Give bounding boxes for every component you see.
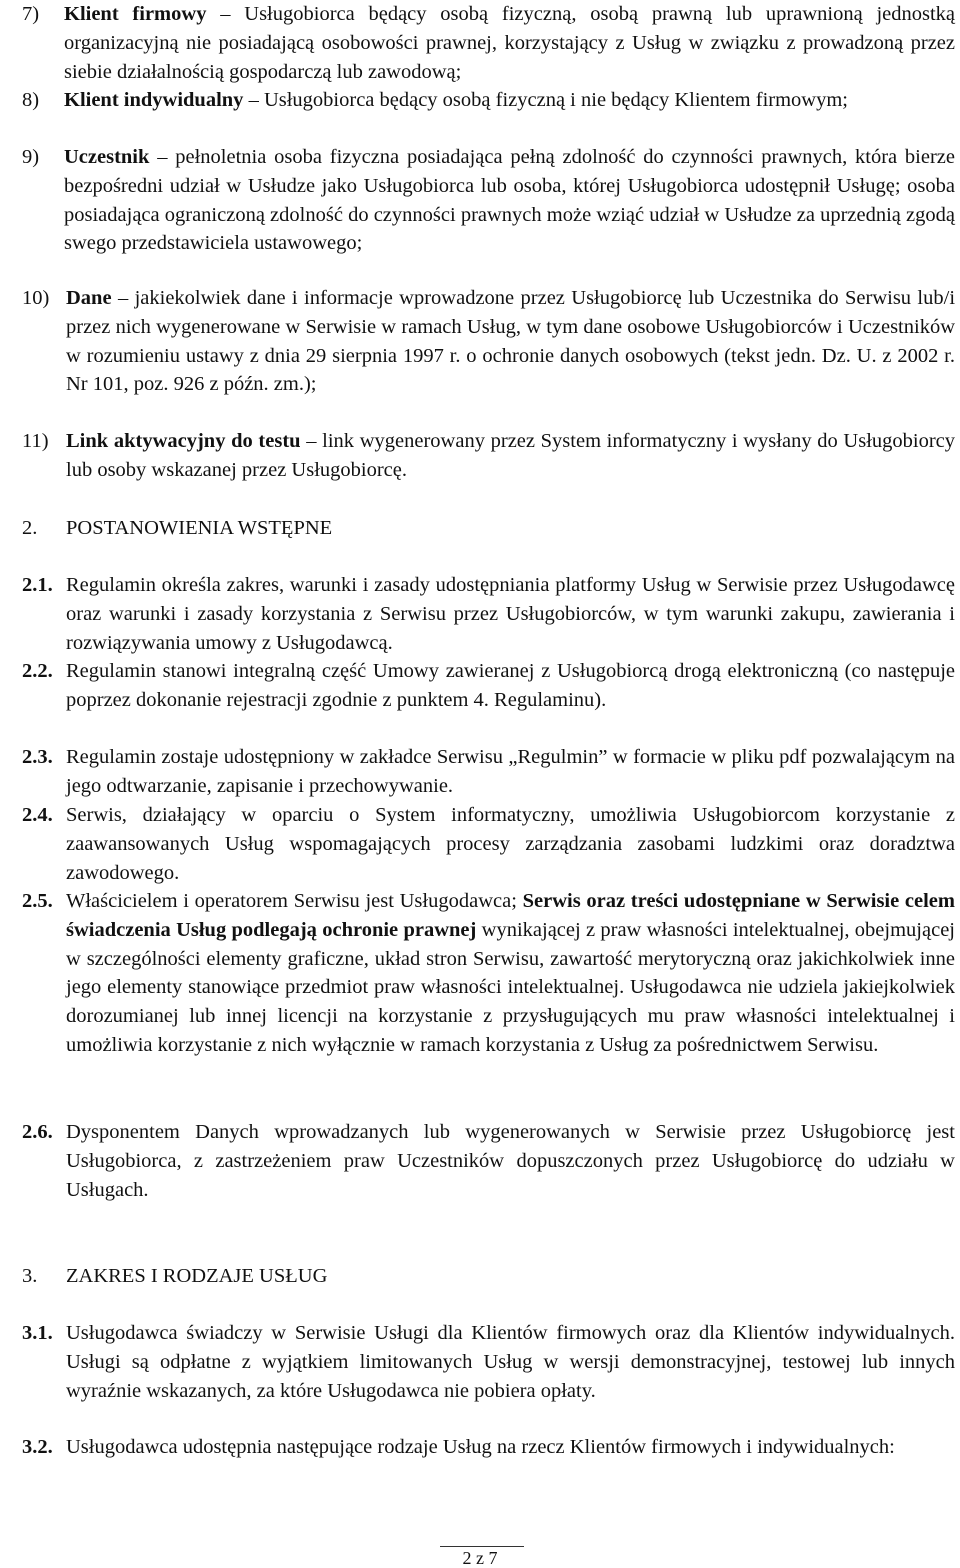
section-number: 2.	[22, 517, 38, 539]
item-text: Regulamin określa zakres, warunki i zasady udostępniania platformy Usług w Serwisie przez Usługodawcę oraz warunki i zasady korzystania z Serwisu przez Usługobiorców, w tym warunki zakupu, zawierania i rozwiązywania umowy z Usługodawcą.	[66, 574, 955, 654]
section-item	[22, 801, 955, 887]
item-text-bold: Serwis oraz treści udostępniane w Serwisie celem świadczenia Usług podlegają ochronie prawnej	[66, 890, 955, 941]
item-text: Regulamin stanowi integralną część Umowy zawieranej z Usługobiorcą drogą elektroniczną (co następuje poprzez dokonanie rejestracji zgodnie z punktem 4. Regulaminu).	[66, 660, 955, 711]
definition-term: Link aktywacyjny do testu	[66, 430, 301, 452]
section-title: POSTANOWIENIA WSTĘPNE	[66, 517, 333, 539]
definition-item	[22, 143, 955, 258]
definition-number: 8)	[22, 89, 40, 111]
definition-dash: –	[157, 146, 168, 168]
item-number: 2.2.	[22, 660, 53, 682]
definition-term: Klient indywidualny	[64, 89, 244, 111]
definition-item	[22, 86, 955, 115]
item-number: 3.1.	[22, 1322, 53, 1344]
item-text: Dysponentem Danych wprowadzanych lub wygenerowanych w Serwisie przez Usługobiorcę jest Usługobiorca, z zastrzeżeniem praw Uczestników dopuszczonych przez Usługobiorcę do udziału w Usługach.	[66, 1121, 955, 1201]
item-number: 2.6.	[22, 1121, 53, 1143]
item-text: Usługodawca udostępnia następujące rodzaje Usług na rzecz Klientów firmowych i indywidualnych:	[66, 1436, 895, 1458]
item-text: Usługodawca świadczy w Serwisie Usługi dla Klientów firmowych oraz dla Klientów indywidualnych. Usługi są odpłatne z wyjątkiem limitowanych Usług w wersji demonstracyjnej, testowej lub innych wyraźnie wskazanych, za które Usługodawca nie pobiera opłaty.	[66, 1322, 955, 1402]
definition-number: 10)	[22, 287, 50, 309]
definition-term: Uczestnik	[64, 146, 150, 168]
definition-item	[22, 284, 955, 399]
item-number: 2.3.	[22, 746, 53, 768]
definition-dash: –	[306, 430, 317, 452]
section-item	[22, 571, 955, 657]
section-item	[22, 657, 955, 715]
section-item	[22, 1319, 955, 1405]
item-number: 3.2.	[22, 1436, 53, 1458]
definition-term: Dane	[66, 287, 112, 309]
definition-text: Usługobiorca będący osobą fizyczną, osobą prawną lub uprawnioną jednostką organizacyjną nie posiadającą osobowości prawnej, korzystający z Usług w związku z prowadzoną przez siebie działalnością gospodarczą lub zawodową;	[64, 3, 956, 83]
section-item	[22, 743, 955, 801]
definition-term: Klient firmowy	[64, 3, 207, 25]
definition-dash: –	[220, 3, 231, 25]
definition-text: pełnoletnia osoba fizyczna posiadająca pełną zdolność do czynności prawnych, która bierze bezpośredni udział w Usłudze jako Usługobiorca lub osoba, której Usługobiorca udostępnił Usługę; osoba posiadająca ograniczoną zdolność do czynności prawnych może wziąć udział w Usłudze za uprzednią zgodą swego przedstawiciela ustawowego;	[64, 146, 955, 255]
item-text: wynikającej z praw własności intelektualnej, obejmującej w szczególności elementy graficzne, układ stron Serwisu, zawartość merytoryczną oraz jakichkolwiek inne jego elementy stanowiące przedmiot praw własności intelektualnej. Usługodawca nie udziela jakiejkolwiek dorozumianej lub innej licencji na korzystanie z przysługujących mu praw własności intelektualnej i umożliwia korzystanie z nich wyłącznie w ramach korzystania z Usług za pośrednictwem Serwisu.	[66, 918, 955, 1056]
section-title: ZAKRES I RODZAJE USŁUG	[66, 1265, 328, 1287]
item-text: Właścicielem i operatorem Serwisu jest Usługodawca;	[66, 890, 523, 912]
item-number: 2.5.	[22, 890, 53, 912]
definition-dash: –	[248, 89, 259, 111]
section-item	[22, 887, 955, 1060]
item-text: Regulamin zostaje udostępniony w zakładce Serwisu „Regulmin” w formacie w pliku pdf pozwalającym na jego odtwarzanie, zapisanie i przechowywanie.	[66, 746, 955, 797]
item-text: Serwis, działający w oparciu o System informatyczny, umożliwia Usługobiorcom korzystanie z zaawansowanych Usług wspomagających procesy zarządzania zasobami ludzkimi oraz doradztwa zawodowego.	[66, 804, 955, 884]
section-number: 3.	[22, 1265, 38, 1287]
definition-dash: –	[117, 287, 129, 309]
item-number: 2.1.	[22, 574, 53, 596]
section-item	[22, 1433, 955, 1462]
definition-number: 7)	[22, 3, 40, 25]
definition-item	[22, 0, 955, 86]
definition-number: 11)	[22, 430, 49, 452]
definition-number: 9)	[22, 146, 40, 168]
item-number: 2.4.	[22, 804, 53, 826]
definition-item	[22, 427, 955, 485]
page-number: 2 z 7	[462, 1548, 498, 1568]
footer-divider	[440, 1546, 524, 1547]
section-item	[22, 1118, 955, 1204]
definition-text: Usługobiorca będący osobą fizyczną i nie będący Klientem firmowym;	[263, 89, 848, 111]
definition-text: link wygenerowany przez System informatyczny i wysłany do Usługobiorcy lub osoby wskazanej przez Usługobiorcę.	[66, 430, 956, 481]
definition-text: jakiekolwiek dane i informacje wprowadzone przez Usługobiorcę lub Uczestnika do Serwisu lub/i przez nich wygenerowane w Serwisie w ramach Usług, w tym dane osobowe Usługobiorców i Uczestników w rozumieniu ustawy z dnia 29 sierpnia 1997 r. o ochronie danych osobowych (tekst jedn. Dz. U. z 2002 r. Nr 101, poz. 926 z późn. zm.);	[66, 287, 956, 396]
